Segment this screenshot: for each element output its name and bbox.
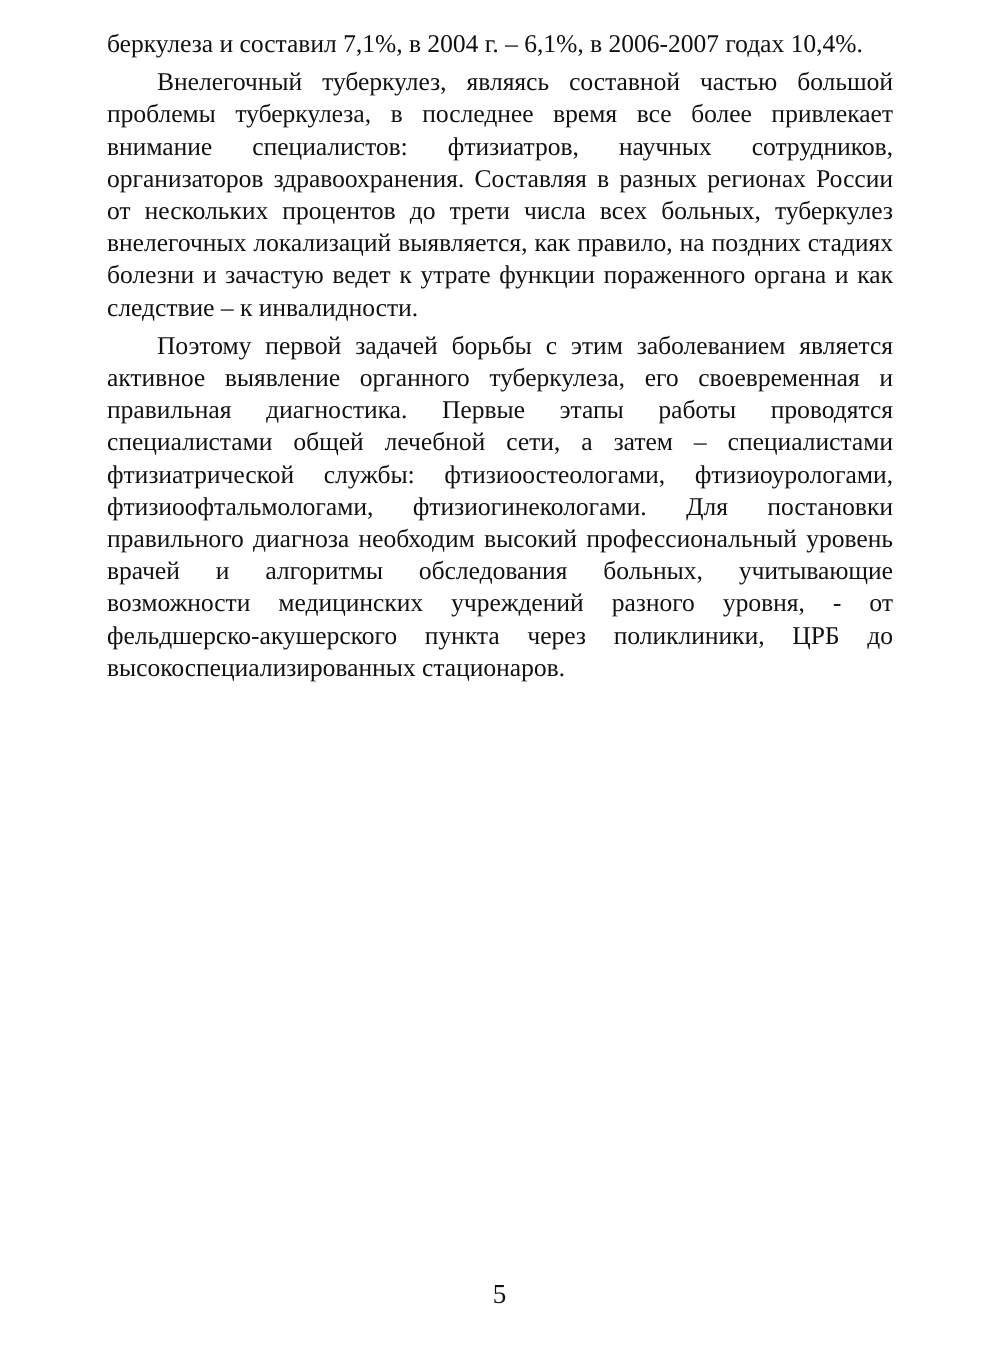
body-text [107,28,893,684]
paragraph-detection-task: Поэтому первой задачей борьбы с этим заболеванием является активное выявление органного туберкулеза, его своевременная и правильная диагностика. Первые этапы работы проводятся специалистами общей лечебной сети, а затем – специалистами фтизиатрической службы: фтизиоостеологами, фтизиоурологами, фтизиоофтальмологами, фтизиогинекологами. Для постановки правильного диагноза необходим высокий профессиональный уровень врачей и алгоритмы обследования больных, учитывающие возможности медицинских учреждений разного уровня, - от фельдшерско-акушерского пункта через поликлиники, ЦРБ до высокоспециализированных стационаров. [107,330,893,682]
paragraph-continuation: беркулеза и составил 7,1%, в 2004 г. – 6,1%, в 2006-2007 годах 10,4%. [107,29,863,58]
page-number: 5 [492,1279,507,1309]
paragraph-extrapulmonary-tb: Внелегочный туберкулез, являясь составной частью большой проблемы туберкулеза, в последнее время все более привлекает внимание специалистов: фтизиатров, научных сотрудников, организаторов здравоохранения. Составляя в разных регионах России от нескольких процентов до трети числа всех больных, туберкулез внелегочных локализаций выявляется, как правило, на поздних стадиях болезни и зачастую ведет к утрате функции пораженного органа и как следствие – к инвалидности. [107,67,893,322]
